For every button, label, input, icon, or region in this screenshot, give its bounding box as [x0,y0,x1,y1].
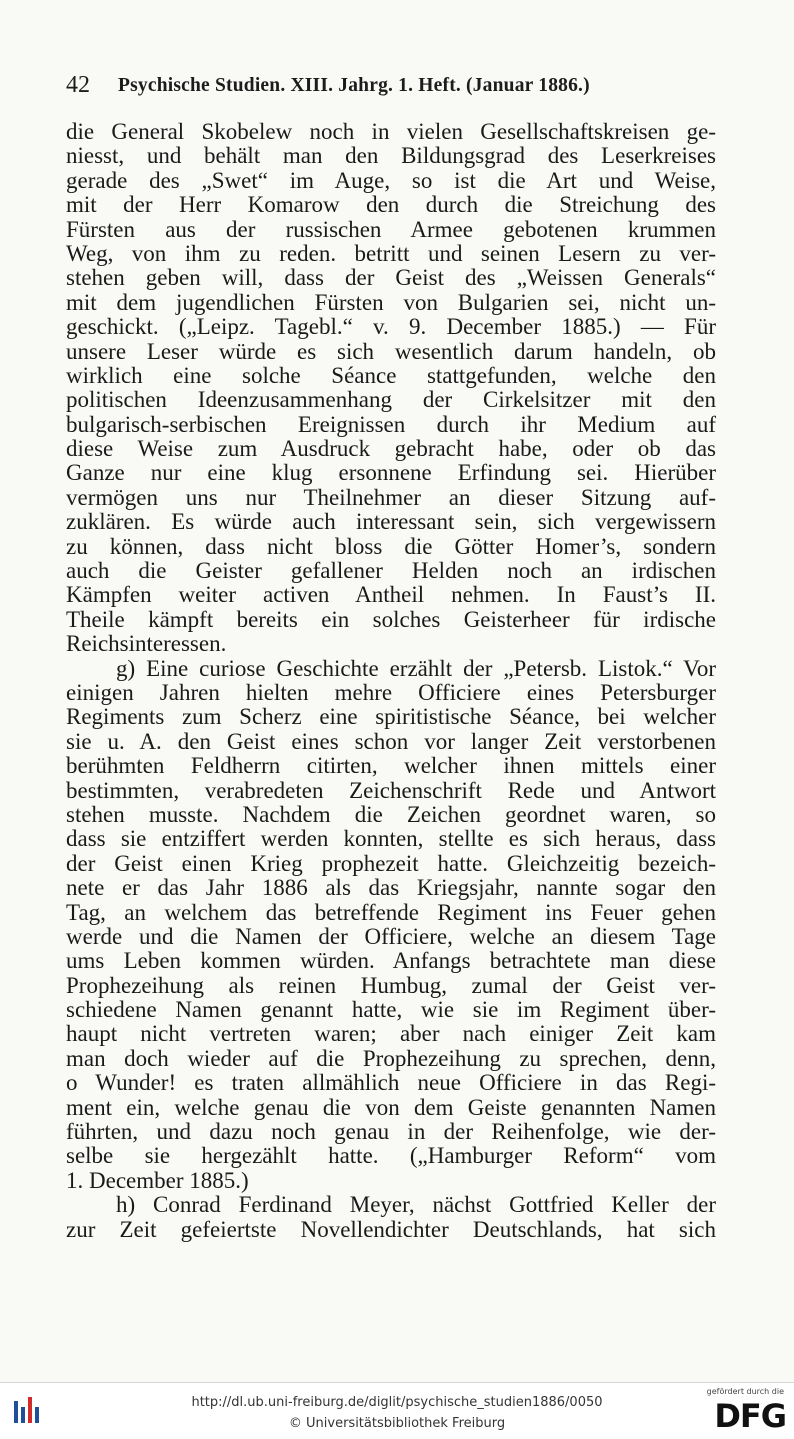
text-line: einigen Jahren hielten mehre Officiere eines Petersburger [66,680,716,705]
text-line: Theile kämpft bereits ein solches Geisterheer für irdische [66,607,716,632]
document-url[interactable]: http://dl.ub.uni-freiburg.de/diglit/psychische_studien1886/0050 [191,1395,603,1410]
text-line: stehen musste. Nachdem die Zeichen geordnet waren, so [66,802,716,827]
text-line: diese Weise zum Ausdruck gebracht habe, oder ob das [66,437,716,462]
text-line: vermögen uns nur Theilnehmer an dieser Sitzung auf- [66,485,716,510]
text-line: stehen geben will, dass der Geist des „Weissen Generals“ [66,266,716,291]
text-line: sie u. A. den Geist eines schon vor langer Zeit verstorbenen [66,729,716,754]
text-line: berühmten Feldherrn citirten, welcher ihnen mittels einer [66,754,716,779]
text-line: 1. December 1885.) [66,1168,249,1193]
text-line: mit dem jugendlichen Fürsten von Bulgarien sei, nicht un- [66,290,716,315]
text-line: Regiments zum Scherz eine spiritistische Séance, bei welcher [66,705,716,730]
text-line: gerade des „Swet“ im Auge, so ist die Art und Weise, [66,168,716,193]
text-line: ment ein, welche genau die von dem Geiste genannten Namen [66,1095,716,1120]
text-line: auch die Geister gefallener Helden noch an irdischen [66,559,716,584]
text-line: zuklären. Es würde auch interessant sein, sich vergewissern [66,510,716,535]
text-line: wirklich eine solche Séance stattgefunden, welche den [66,363,716,388]
copyright-notice: © Universitätsbibliothek Freiburg [288,1416,506,1431]
dfg-logo [698,1387,786,1435]
dfg-logo-text: DFG [714,1397,786,1435]
text-line: Ganze nur eine klug ersonnene Erfindung sei. Hierüber [66,461,716,486]
page-number: 42 [66,72,90,98]
text-line: schiedene Namen genannt hatte, wie sie im Regiment über- [66,998,716,1023]
viewer-footer [0,1382,794,1439]
text-line: führten, und dazu noch genau in der Reihenfolge, wie der- [66,1120,716,1145]
text-line: Weg, von ihm zu reden. betritt und seinen Lesern zu ver- [66,241,716,266]
text-line: die General Skobelew noch in vielen Gesellschaftskreisen ge- [66,120,716,144]
text-line: ums Leben kommen würden. Anfangs betrachtete man diese [66,949,716,974]
text-line: Tag, an welchem das betreffende Regiment ins Feuer gehen [66,900,716,925]
text-line: Prophezeihung als reinen Humbug, zumal der Geist ver- [66,973,716,998]
body-text [66,120,716,1242]
text-line: haupt nicht vertreten waren; aber nach einiger Zeit kam [66,1022,716,1047]
text-line: Kämpfen weiter activen Antheil nehmen. In Faust’s II. [66,583,716,608]
text-line: bestimmten, verabredeten Zeichenschrift Rede und Antwort [66,778,716,803]
text-line: dass sie entziffert werden konnten, stellte es sich heraus, dass [66,827,716,852]
text-line: bulgarisch-serbischen Ereignissen durch ihr Medium auf [66,412,716,437]
text-line: mit der Herr Komarow den durch die Streichung des [66,193,716,218]
text-line: geschickt. („Leipz. Tagebl.“ v. 9. December 1885.) — Für [66,315,716,340]
text-line: Fürsten aus der russischen Armee gebotenen krummen [66,217,716,242]
text-line: nete er das Jahr 1886 als das Kriegsjahr, nannte sogar den [66,876,716,901]
text-line: politischen Ideenzusammenhang der Cirkelsitzer mit den [66,388,716,413]
text-line: unsere Leser würde es sich wesentlich darum handeln, ob [66,339,716,364]
text-line: man doch wieder auf die Prophezeihung zu sprechen, denn, [66,1046,716,1071]
text-line: selbe sie hergezählt hatte. („Hamburger Reform“ vom [66,1144,716,1169]
text-line: Reichsinteressen. [66,632,227,657]
section-g-start: g) Eine curiose Geschichte erzählt der „Petersb. Listok.“ Vor [116,656,716,681]
running-head: Psychische Studien. XIII. Jahrg. 1. Heft. (Januar 1886.) [118,75,590,96]
text-line: zu können, dass nicht bloss die Götter Homer’s, sondern [66,534,716,559]
text-line: niesst, und behält man den Bildungsgrad des Leserkreises [66,144,716,169]
text-line: der Geist einen Krieg prophezeit hatte. Gleichzeitig bezeich- [66,851,716,876]
section-h-start: h) Conrad Ferdinand Meyer, nächst Gottfried Keller der [116,1193,716,1218]
page-header [66,72,716,102]
funded-by-label: gefördert durch die [706,1387,784,1396]
text-line: zur Zeit gefeiertste Novellendichter Deutschlands, hat sich [66,1217,716,1242]
text-line: werde und die Namen der Officiere, welche an diesem Tage [66,924,716,949]
text-line: o Wunder! es traten allmählich neue Officiere in das Regi- [66,1071,716,1096]
